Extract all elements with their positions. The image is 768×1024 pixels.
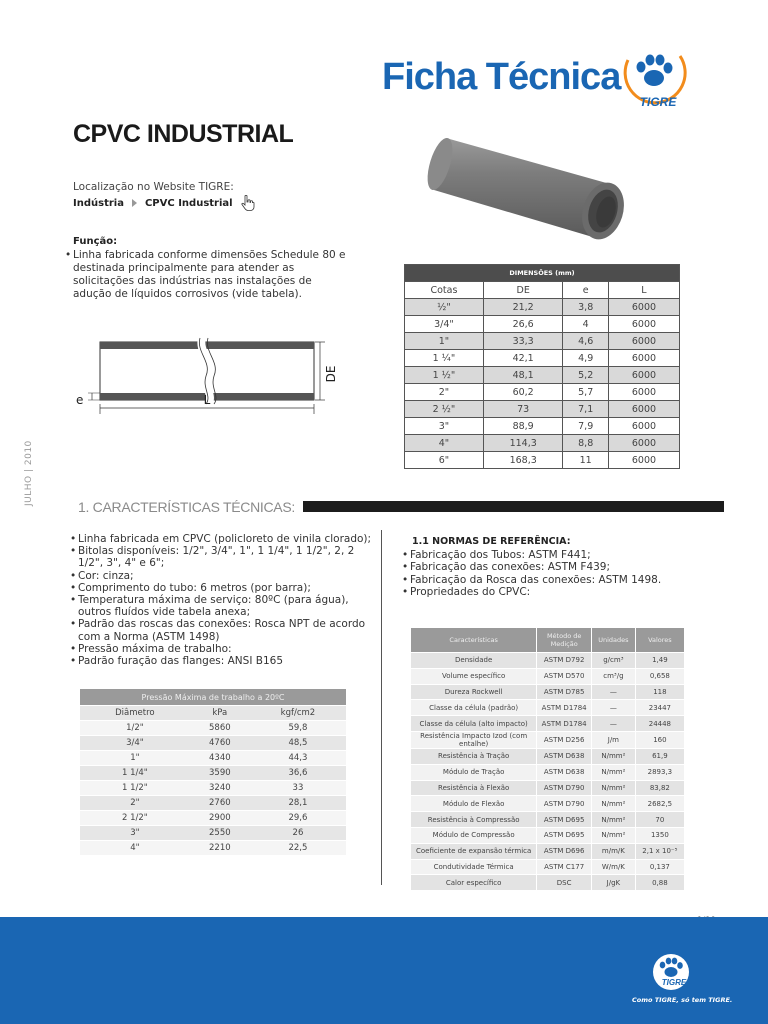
table-cell: — <box>592 700 636 716</box>
table-cell: — <box>592 716 636 732</box>
pipe-photo <box>418 120 638 270</box>
header-title: Ficha Técnica <box>382 56 621 98</box>
table-row <box>411 748 685 764</box>
table-cell: 2" <box>405 384 484 401</box>
table-cell: 6000 <box>608 401 679 418</box>
table-cell: 36,6 <box>250 766 346 781</box>
table-cell: ASTM C177 <box>537 859 592 875</box>
table-cell: ASTM D695 <box>537 812 592 828</box>
table-cell: 6" <box>405 452 484 469</box>
table-row <box>411 812 685 828</box>
table-row <box>405 452 680 469</box>
table-cell: J/gK <box>592 875 636 891</box>
table-row <box>411 700 685 716</box>
side-date-text: JULHO | 2010 <box>24 440 34 506</box>
breadcrumb-item-industria[interactable]: Indústria <box>73 197 124 209</box>
table-cell: 83,82 <box>635 780 684 796</box>
table-cell: 2" <box>80 796 190 811</box>
table-cell: 118 <box>635 684 684 700</box>
list-item: • Fabricação das conexões: ASTM F439; <box>402 561 722 573</box>
properties-header-cell: Método de Medição <box>537 628 592 653</box>
properties-header-cell: Características <box>411 628 537 653</box>
table-cell: 3/4" <box>405 316 484 333</box>
table-cell: 2 1/2" <box>80 811 190 826</box>
table-cell: 2893,3 <box>635 764 684 780</box>
table-row <box>80 811 346 826</box>
table-cell: 2 ½" <box>405 401 484 418</box>
table-row <box>405 350 680 367</box>
table-cell: m/m/K <box>592 843 636 859</box>
list-item: • Cor: cinza; <box>72 570 372 582</box>
table-cell: 6000 <box>608 435 679 452</box>
location-label: Localização no Website TIGRE: <box>73 181 234 193</box>
footer-logo-text: TIGRE <box>661 978 687 987</box>
table-row <box>80 796 346 811</box>
table-row <box>411 859 685 875</box>
column-divider <box>381 530 382 885</box>
side-date <box>24 438 38 506</box>
section-divider-bar <box>303 501 724 512</box>
pressure-table <box>80 689 346 856</box>
table-row <box>80 826 346 841</box>
table-cell: DSC <box>537 875 592 891</box>
table-row <box>411 875 685 891</box>
table-cell: N/mm² <box>592 748 636 764</box>
table-cell: 1 ½" <box>405 367 484 384</box>
table-cell: 4,9 <box>563 350 608 367</box>
pressure-header-row <box>80 706 346 721</box>
table-cell: W/m/K <box>592 859 636 875</box>
dimensions-header-row <box>405 282 680 299</box>
table-cell: 33 <box>250 781 346 796</box>
table-cell: 6000 <box>608 367 679 384</box>
table-cell: Resistência à Flexão <box>411 780 537 796</box>
table-cell: 0,658 <box>635 668 684 684</box>
table-cell: 4 <box>563 316 608 333</box>
table-cell: 29,6 <box>250 811 346 826</box>
table-cell: Módulo de Compressão <box>411 827 537 843</box>
table-row <box>405 418 680 435</box>
table-cell: Dureza Rockwell <box>411 684 537 700</box>
table-row <box>80 751 346 766</box>
table-row <box>411 843 685 859</box>
table-cell: Coeficiente de expansão térmica <box>411 843 537 859</box>
table-row <box>411 684 685 700</box>
table-cell: 6000 <box>608 384 679 401</box>
table-row <box>411 764 685 780</box>
section-title: 1. CARACTERÍSTICAS TÉCNICAS: <box>78 499 295 515</box>
table-cell: 114,3 <box>483 435 563 452</box>
table-cell: ASTM D790 <box>537 796 592 812</box>
table-cell: 61,9 <box>635 748 684 764</box>
table-cell: ASTM D785 <box>537 684 592 700</box>
table-row <box>405 299 680 316</box>
table-cell: 24448 <box>635 716 684 732</box>
table-cell: N/mm² <box>592 827 636 843</box>
table-cell: 26,6 <box>483 316 563 333</box>
table-cell: ASTM D638 <box>537 748 592 764</box>
table-cell: — <box>592 684 636 700</box>
table-cell: ASTM D1784 <box>537 716 592 732</box>
dimensions-header-cell: L <box>608 282 679 299</box>
table-cell: 8,8 <box>563 435 608 452</box>
table-cell: Classe da célula (alto impacto) <box>411 716 537 732</box>
table-cell: 1,49 <box>635 653 684 669</box>
list-item: • Padrão furação das flanges: ANSI B165 <box>72 655 372 667</box>
list-item: • Comprimento do tubo: 6 metros (por barra); <box>72 582 372 594</box>
table-cell: 59,8 <box>250 721 346 736</box>
table-cell: 3,8 <box>563 299 608 316</box>
table-cell: 4" <box>405 435 484 452</box>
table-cell: 168,3 <box>483 452 563 469</box>
pressure-header-cell: Diâmetro <box>80 706 190 721</box>
table-cell: 1 ¼" <box>405 350 484 367</box>
dimensions-header-cell: e <box>563 282 608 299</box>
table-cell: 3240 <box>190 781 250 796</box>
properties-header-cell: Unidades <box>592 628 636 653</box>
table-cell: 3/4" <box>80 736 190 751</box>
table-cell: 2,1 x 10⁻⁵ <box>635 843 684 859</box>
dimensions-table <box>404 264 680 469</box>
table-cell: Resistência à Tração <box>411 748 537 764</box>
table-cell: cm³/g <box>592 668 636 684</box>
list-item: • Fabricação dos Tubos: ASTM F441; <box>402 549 722 561</box>
list-item: • Pressão máxima de trabalho: <box>72 643 372 655</box>
breadcrumb-separator-icon <box>132 199 137 207</box>
table-cell: 48,5 <box>250 736 346 751</box>
table-cell: 6000 <box>608 452 679 469</box>
table-cell: 42,1 <box>483 350 563 367</box>
footer-slogan: Como TIGRE, só tem TIGRE. <box>632 996 733 1004</box>
table-row <box>411 716 685 732</box>
breadcrumb <box>73 195 255 211</box>
bullet-icon: • <box>65 249 72 261</box>
hand-pointer-icon <box>241 195 255 211</box>
table-cell: 48,1 <box>483 367 563 384</box>
table-cell: 4340 <box>190 751 250 766</box>
table-cell: ASTM D790 <box>537 780 592 796</box>
table-cell: 7,9 <box>563 418 608 435</box>
table-cell: 6000 <box>608 418 679 435</box>
table-cell: 4760 <box>190 736 250 751</box>
table-cell: Resistência Impacto Izod (com entalhe) <box>411 731 537 748</box>
table-cell: N/mm² <box>592 812 636 828</box>
table-cell: N/mm² <box>592 780 636 796</box>
funcao-label: Função: <box>73 236 118 247</box>
table-cell: 1" <box>405 333 484 350</box>
table-cell: 1 1/4" <box>80 766 190 781</box>
table-cell: 1/2" <box>80 721 190 736</box>
table-row <box>405 333 680 350</box>
table-cell: 7,1 <box>563 401 608 418</box>
list-item: • Fabricação da Rosca das conexões: ASTM 1498. <box>402 574 722 586</box>
table-cell: 2682,5 <box>635 796 684 812</box>
table-cell: 2900 <box>190 811 250 826</box>
table-cell: 70 <box>635 812 684 828</box>
table-cell: N/mm² <box>592 796 636 812</box>
table-cell: 1" <box>80 751 190 766</box>
table-cell: 3" <box>80 826 190 841</box>
table-cell: 3" <box>405 418 484 435</box>
table-cell: Resistência à Compressão <box>411 812 537 828</box>
table-row <box>405 384 680 401</box>
table-cell: Módulo de Tração <box>411 764 537 780</box>
table-cell: 160 <box>635 731 684 748</box>
properties-table <box>411 628 685 891</box>
table-cell: 0,88 <box>635 875 684 891</box>
diagram-label-de: DE <box>324 365 338 383</box>
table-cell: ASTM D256 <box>537 731 592 748</box>
table-cell: 3590 <box>190 766 250 781</box>
table-row <box>411 653 685 669</box>
diagram-label-e: e <box>76 393 84 407</box>
table-row <box>80 721 346 736</box>
table-cell: g/cm³ <box>592 653 636 669</box>
table-cell: 6000 <box>608 299 679 316</box>
table-cell: ASTM D695 <box>537 827 592 843</box>
diagram-label-l: L <box>203 393 211 407</box>
table-row <box>411 668 685 684</box>
table-cell: 6000 <box>608 316 679 333</box>
table-row <box>411 780 685 796</box>
table-cell: Classe da célula (padrão) <box>411 700 537 716</box>
table-cell: 6000 <box>608 333 679 350</box>
logo-brand-text: TIGRE <box>639 95 677 109</box>
table-cell: 44,3 <box>250 751 346 766</box>
table-cell: 4" <box>80 841 190 856</box>
tigre-logo-icon <box>618 46 690 112</box>
properties-header-cell: Valores <box>635 628 684 653</box>
normas-title: 1.1 NORMAS DE REFERÊNCIA: <box>412 536 571 547</box>
dimensions-header-cell: DE <box>483 282 563 299</box>
table-cell: 11 <box>563 452 608 469</box>
table-cell: 5,7 <box>563 384 608 401</box>
normas-list <box>402 549 722 599</box>
table-cell: N/mm² <box>592 764 636 780</box>
table-cell: J/m <box>592 731 636 748</box>
product-title: CPVC INDUSTRIAL <box>73 120 294 148</box>
table-cell: ASTM D696 <box>537 843 592 859</box>
table-row <box>405 316 680 333</box>
table-row <box>411 796 685 812</box>
table-cell: 4,6 <box>563 333 608 350</box>
table-row <box>405 367 680 384</box>
table-cell: 88,9 <box>483 418 563 435</box>
dimensions-table-title: DIMENSÕES (mm) <box>405 265 680 282</box>
technical-characteristics-list <box>72 533 372 667</box>
table-cell: 1350 <box>635 827 684 843</box>
table-cell: ½" <box>405 299 484 316</box>
table-cell: ASTM D1784 <box>537 700 592 716</box>
pressure-header-cell: kgf/cm2 <box>250 706 346 721</box>
table-cell: Densidade <box>411 653 537 669</box>
footer-tigre-logo-icon <box>648 952 694 996</box>
table-row <box>80 841 346 856</box>
table-row <box>405 435 680 452</box>
table-cell: 21,2 <box>483 299 563 316</box>
table-row <box>80 766 346 781</box>
table-cell: ASTM D570 <box>537 668 592 684</box>
table-row <box>80 736 346 751</box>
breadcrumb-item-cpvc[interactable]: CPVC Industrial <box>144 197 233 209</box>
table-row <box>411 827 685 843</box>
table-cell: 0,137 <box>635 859 684 875</box>
table-cell: 33,3 <box>483 333 563 350</box>
table-row <box>80 781 346 796</box>
table-cell: Condutividade Térmica <box>411 859 537 875</box>
table-cell: 5860 <box>190 721 250 736</box>
funcao-text <box>65 249 348 301</box>
table-cell: 73 <box>483 401 563 418</box>
table-cell: 6000 <box>608 350 679 367</box>
table-cell: 1 1/2" <box>80 781 190 796</box>
table-cell: ASTM D792 <box>537 653 592 669</box>
table-cell: 2760 <box>190 796 250 811</box>
pipe-dimension-diagram <box>68 332 348 418</box>
table-cell: 28,1 <box>250 796 346 811</box>
list-item: • Padrão das roscas das conexões: Rosca NPT de acordo com a Norma (ASTM 1498) <box>72 618 372 642</box>
table-cell: Módulo de Flexão <box>411 796 537 812</box>
table-cell: 2550 <box>190 826 250 841</box>
pressure-table-title: Pressão Máxima de trabalho a 20ºC <box>80 689 346 706</box>
table-cell: 23447 <box>635 700 684 716</box>
list-item: • Bitolas disponíveis: 1/2", 3/4", 1", 1 1/4", 1 1/2", 2, 2 1/2", 3", 4" e 6"; <box>72 545 372 569</box>
table-row <box>411 731 685 748</box>
dimensions-header-cell: Cotas <box>405 282 484 299</box>
pressure-header-cell: kPa <box>190 706 250 721</box>
table-row <box>405 401 680 418</box>
table-cell: 26 <box>250 826 346 841</box>
list-item: • Propriedades do CPVC: <box>402 586 722 598</box>
table-cell: Calor específico <box>411 875 537 891</box>
table-cell: ASTM D638 <box>537 764 592 780</box>
table-cell: 22,5 <box>250 841 346 856</box>
table-cell: 2210 <box>190 841 250 856</box>
funcao-paragraph: Linha fabricada conforme dimensões Schedule 80 e destinada principalmente para atender as solicitações das indústrias nas instalações de adução de líquidos corrosivos (vide tabela). <box>73 249 346 300</box>
table-cell: 5,2 <box>563 367 608 384</box>
table-cell: Volume específico <box>411 668 537 684</box>
table-cell: 60,2 <box>483 384 563 401</box>
list-item: • Temperatura máxima de serviço: 80ºC (para água), outros fluídos vide tabela anexa; <box>72 594 372 618</box>
list-item: • Linha fabricada em CPVC (policloreto de vinila clorado); <box>72 533 372 545</box>
